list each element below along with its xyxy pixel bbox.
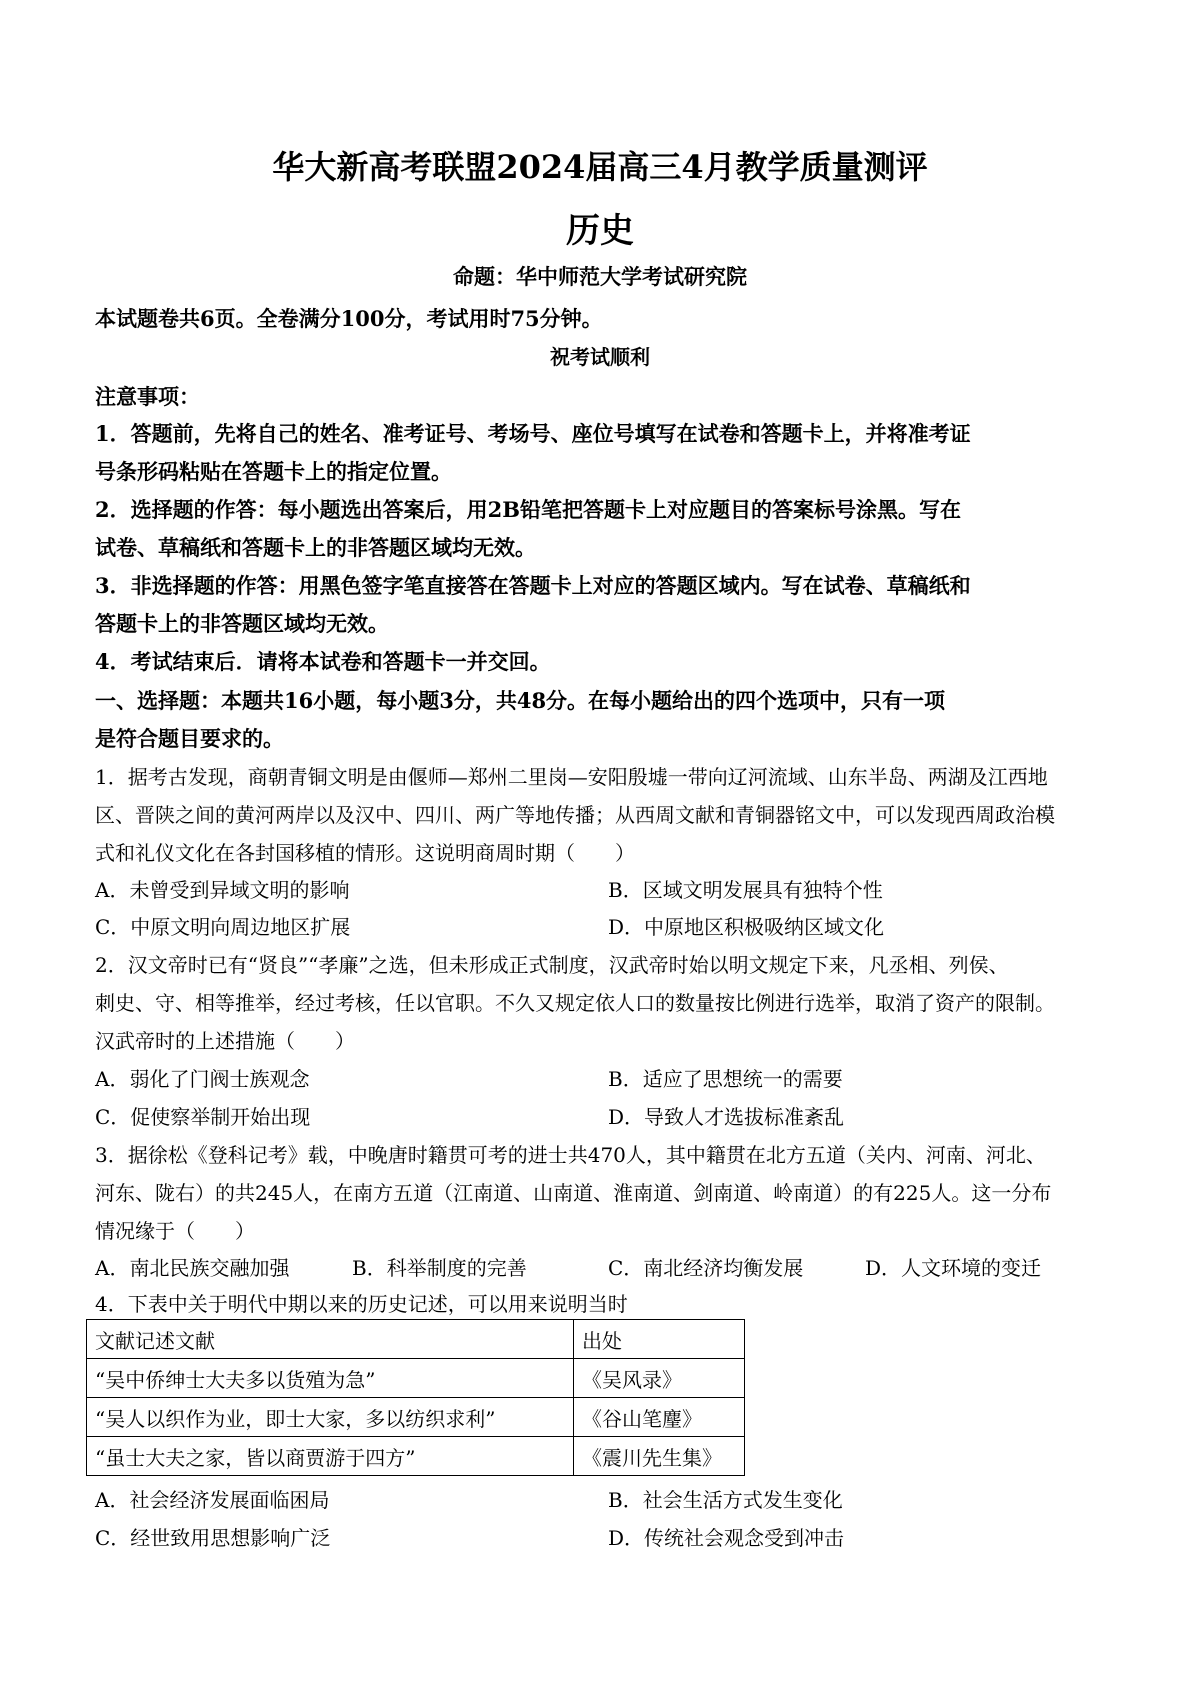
q1-stem-line: 1．据考古发现，商朝青铜文明是由偃师—郑州二里岗—安阳殷墟一带向辽河流域、山东半岛、两湖及江西地	[95, 765, 1048, 789]
section-heading: 是符合题目要求的。	[95, 726, 284, 751]
q3-option-c: C．南北经济均衡发展	[608, 1256, 804, 1280]
subject-title: 历史	[566, 211, 634, 251]
q2-option-a: A．弱化了门阀士族观念	[95, 1067, 310, 1091]
table-cell: “吴中侨绅士大夫多以货殖为急”	[87, 1359, 574, 1398]
q4-option-b: B．社会生活方式发生变化	[608, 1488, 843, 1512]
q3-option-d: D．人文环境的变迁	[865, 1256, 1042, 1280]
note-line: 4．考试结束后．请将本试卷和答题卡一并交回。	[95, 649, 551, 674]
q1-option-c: C．中原文明向周边地区扩展	[95, 915, 351, 939]
table-row	[87, 1359, 745, 1398]
table-row	[87, 1437, 745, 1476]
q3-option-a: A．南北民族交融加强	[95, 1256, 290, 1280]
q1-option-a: A．未曾受到异域文明的影响	[95, 878, 350, 902]
note-line: 号条形码粘贴在答题卡上的指定位置。	[95, 459, 452, 484]
notes-heading: 注意事项：	[95, 384, 200, 409]
exam-info: 本试题卷共6页。全卷满分100分，考试用时75分钟。	[95, 306, 603, 331]
table-row	[87, 1398, 745, 1437]
section-heading: 一、选择题：本题共16小题，每小题3分，共48分。在每小题给出的四个选项中，只有一项	[95, 688, 946, 713]
table-cell: “虽士大夫之家，皆以商贾游于四方”	[87, 1437, 574, 1476]
q1-option-d: D．中原地区积极吸纳区域文化	[608, 915, 885, 939]
table-cell: 《谷山笔麈》	[574, 1398, 745, 1437]
q3-stem-line: 河东、陇右）的共245人，在南方五道（江南道、山南道、淮南道、剑南道、岭南道）的有225人。这一分布	[95, 1181, 1052, 1205]
q3-option-b: B．科举制度的完善	[352, 1256, 527, 1280]
table-cell: 《震川先生集》	[574, 1437, 745, 1476]
q2-option-c: C．促使察举制开始出现	[95, 1105, 311, 1129]
q2-stem-line: 汉武帝时的上述措施（ ）	[95, 1029, 355, 1053]
table-cell: 《吴风录》	[574, 1359, 745, 1398]
q4-source-table	[86, 1319, 745, 1476]
wish-line: 祝考试顺利	[550, 345, 650, 369]
q2-option-d: D．导致人才选拔标准紊乱	[608, 1105, 845, 1129]
q4-stem: 4．下表中关于明代中期以来的历史记述，可以用来说明当时	[95, 1292, 628, 1316]
q1-stem-line: 区、晋陕之间的黄河两岸以及汉中、四川、两广等地传播；从西周文献和青铜器铭文中，可以发现西周政治模	[95, 803, 1055, 827]
author-line: 命题：华中师范大学考试研究院	[453, 264, 747, 289]
table-header-row	[87, 1320, 745, 1359]
note-line: 答题卡上的非答题区域均无效。	[95, 611, 389, 636]
q3-stem-line: 情况缘于（ ）	[95, 1219, 255, 1243]
q4-option-a: A．社会经济发展面临困局	[95, 1488, 330, 1512]
note-line: 3．非选择题的作答：用黑色签字笔直接答在答题卡上对应的答题区域内。写在试卷、草稿纸和	[95, 573, 971, 598]
q2-stem-line: 刺史、守、相等推举，经过考核，任以官职。不久又规定依人口的数量按比例进行选举，取消了资产的限制。	[95, 991, 1055, 1015]
q3-stem-line: 3．据徐松《登科记考》载，中晚唐时籍贯可考的进士共470人，其中籍贯在北方五道（关内、河南、河北、	[95, 1143, 1046, 1167]
q4-option-d: D．传统社会观念受到冲击	[608, 1526, 845, 1550]
q1-stem-line: 式和礼仪文化在各封国移植的情形。这说明商周时期（ ）	[95, 841, 635, 865]
q2-stem-line: 2．汉文帝时已有“贤良”“孝廉”之选，但未形成正式制度，汉武帝时始以明文规定下来，凡丞相、列侯、	[95, 953, 1009, 977]
table-cell: “吴人以织作为业，即士大家，多以纺织求利”	[87, 1398, 574, 1437]
table-header-cell: 出处	[574, 1320, 745, 1359]
q4-option-c: C．经世致用思想影响广泛	[95, 1526, 331, 1550]
q2-option-b: B．适应了思想统一的需要	[608, 1067, 843, 1091]
table-header-cell: 文献记述文献	[87, 1320, 574, 1359]
note-line: 1．答题前，先将自己的姓名、准考证号、考场号、座位号填写在试卷和答题卡上，并将准考证	[95, 421, 971, 446]
q1-option-b: B．区域文明发展具有独特个性	[608, 878, 883, 902]
note-line: 2．选择题的作答：每小题选出答案后，用2B铅笔把答题卡上对应题目的答案标号涂黑。写在	[95, 497, 961, 522]
exam-title: 华大新高考联盟2024届高三4月教学质量测评	[272, 148, 928, 186]
note-line: 试卷、草稿纸和答题卡上的非答题区域均无效。	[95, 535, 536, 560]
